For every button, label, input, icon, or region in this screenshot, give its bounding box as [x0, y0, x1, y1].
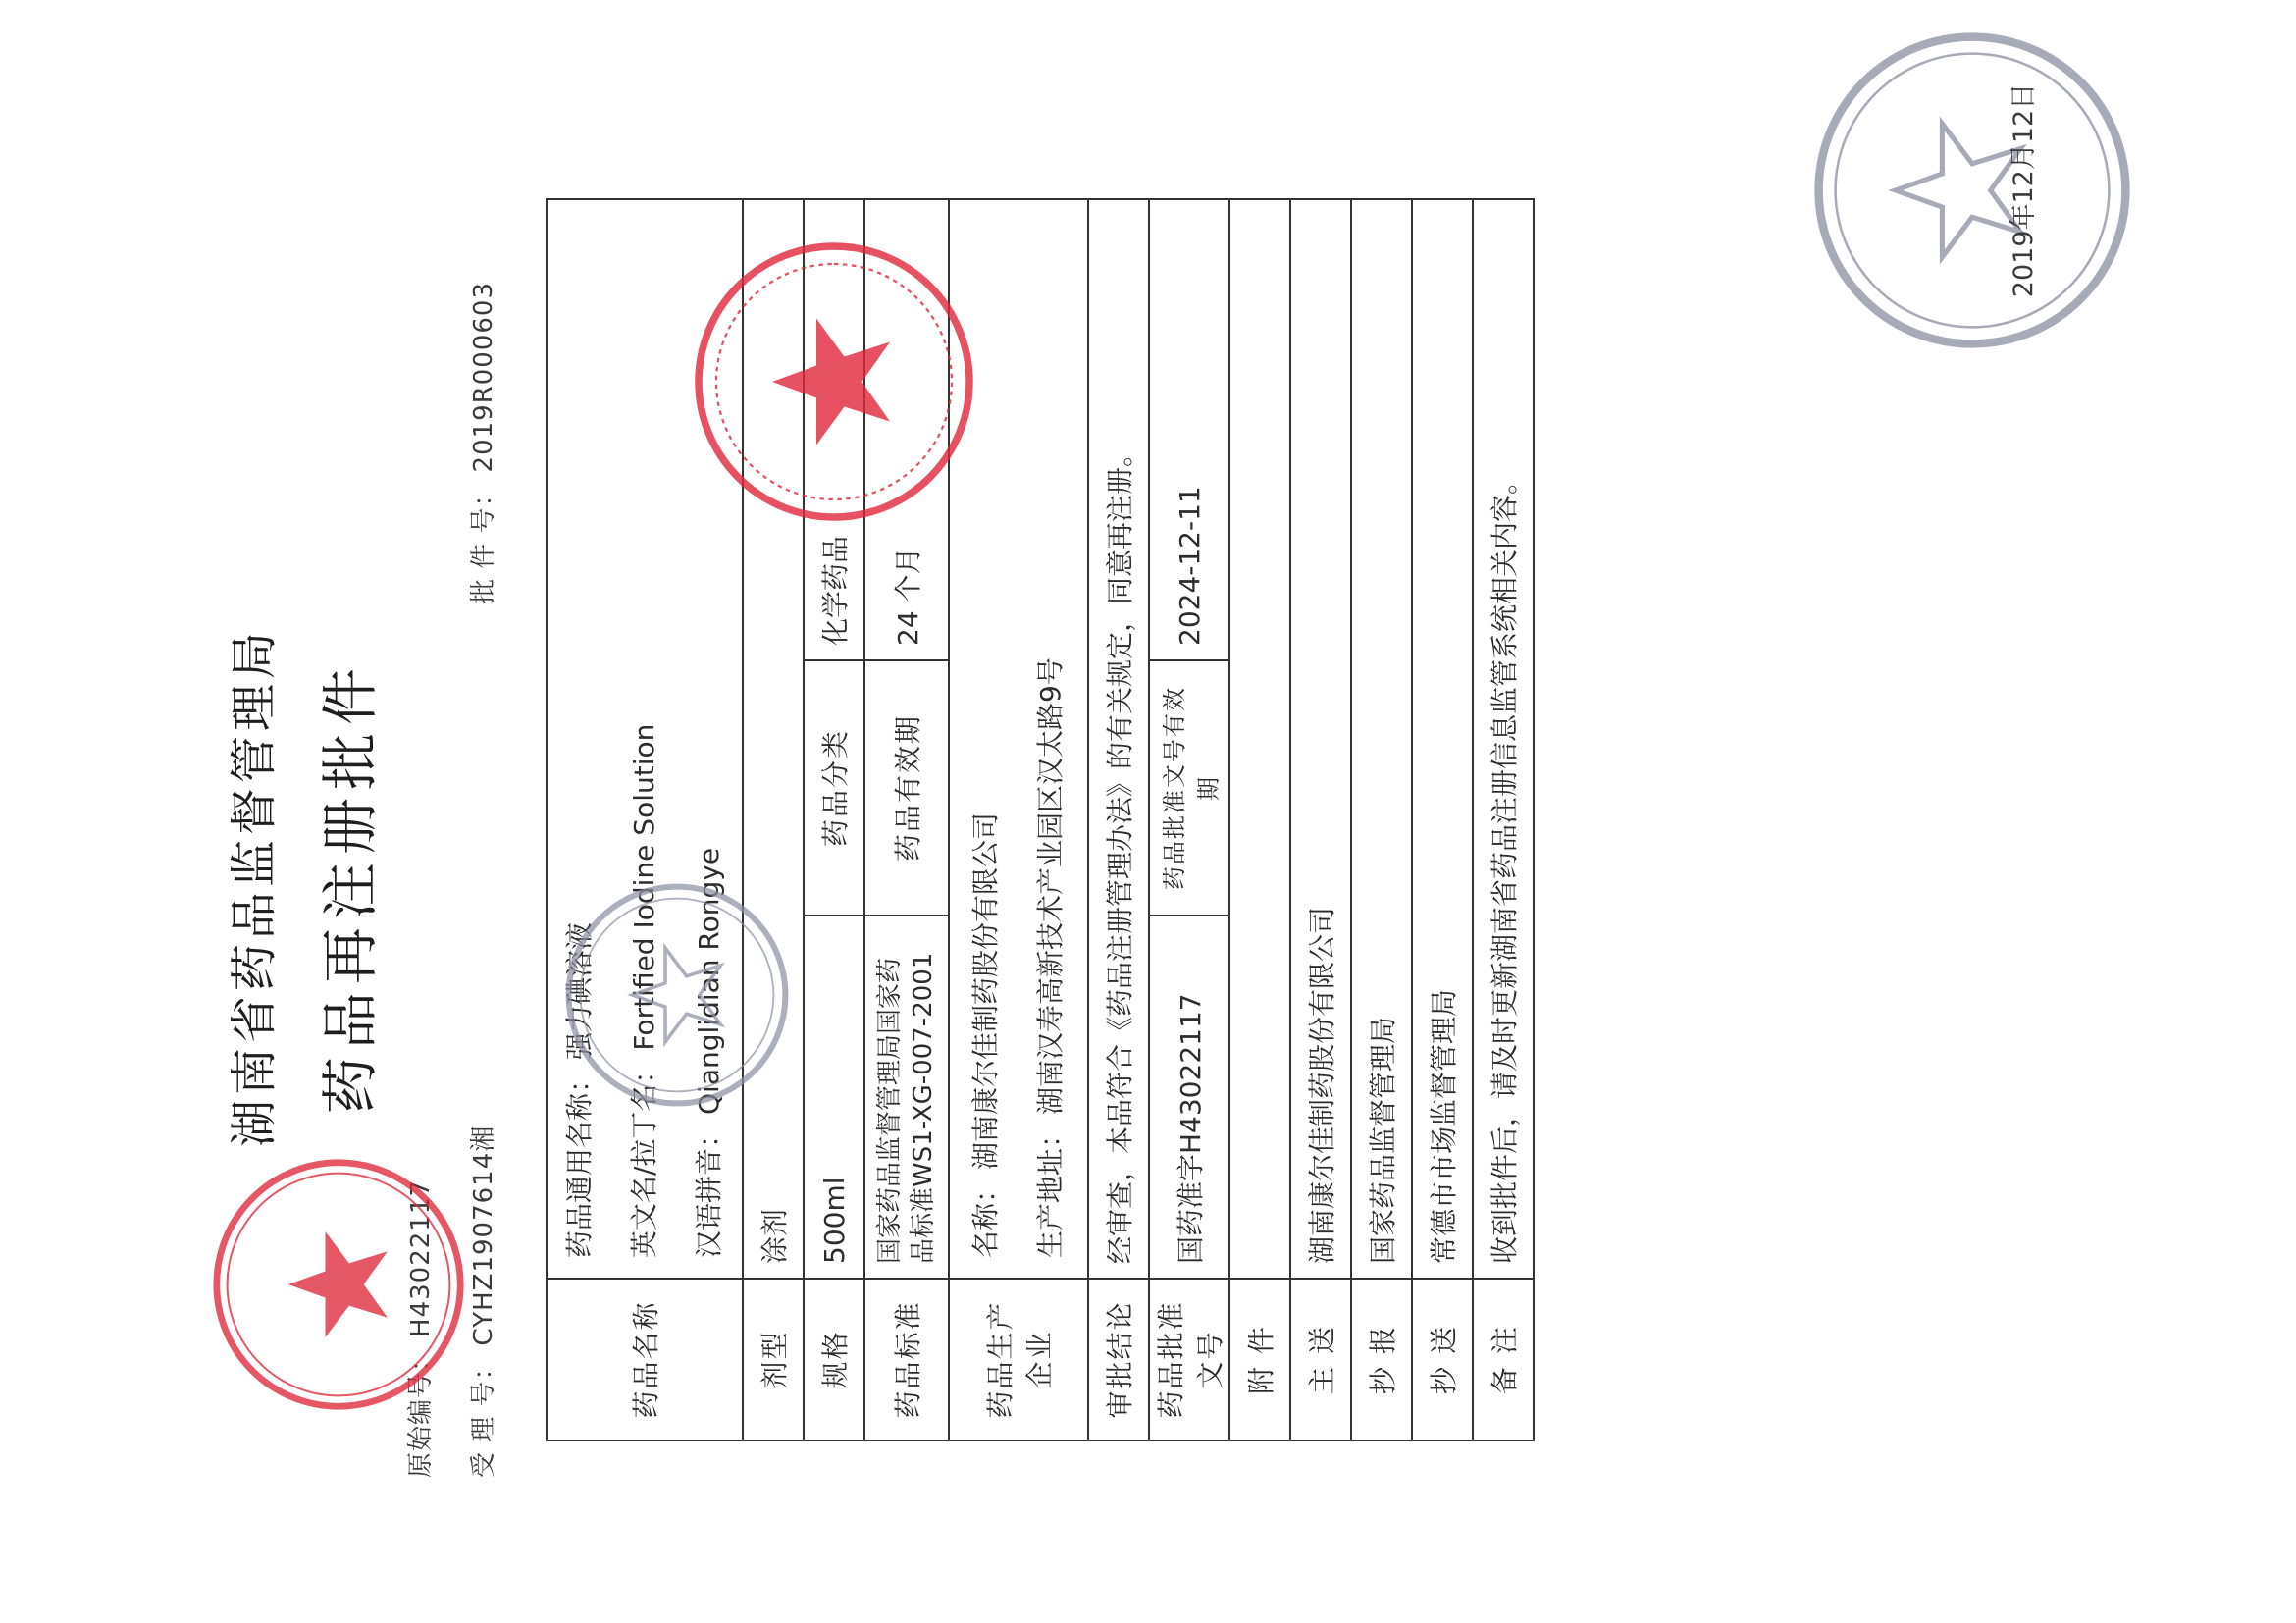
- row-conclusion: [1088, 199, 1149, 1440]
- remarks-value: 收到批件后，请及时更新湖南省药品注册信息监管系统相关内容。: [1473, 199, 1534, 1279]
- approval-number-value: 2019R000603: [469, 281, 498, 473]
- copy-to-value: 常德市市场监督管理局: [1412, 199, 1473, 1279]
- acceptance-number-label: 受 理 号：: [469, 1353, 498, 1478]
- conclusion-label: 审批结论: [1088, 1279, 1149, 1440]
- dosage-form-value: 涂剂: [743, 199, 804, 1279]
- manufacturer-address-label: 生产地址：: [1034, 1120, 1067, 1258]
- approval-number-row-value: 国药准字H43022117: [1149, 916, 1229, 1279]
- attachment-label: 附 件: [1229, 1279, 1290, 1440]
- registration-seal-icon: [559, 877, 795, 1113]
- standard-value-line2: 品标准WS1-XG-007-2001: [909, 952, 938, 1264]
- validity-value: 24 个月: [864, 199, 949, 660]
- approval-number-row-label: 药品批准文号: [1149, 1279, 1229, 1440]
- send-to-value: 湖南康尔佳制药股份有限公司: [1290, 199, 1351, 1279]
- category-value: 化学药品: [804, 199, 864, 660]
- english-name-label: 英文名/拉丁名：: [628, 1056, 660, 1258]
- remarks-label: 备 注: [1473, 1279, 1534, 1440]
- row-send-to: [1290, 199, 1351, 1440]
- document-title: 药品再注册批件: [317, 660, 384, 1115]
- acceptance-number-value: CYHZ1907614湘: [469, 1125, 498, 1346]
- conclusion-value: 经审查，本品符合《药品注册管理办法》的有关规定，同意再注册。: [1088, 199, 1149, 1279]
- pinyin-label: 汉语拼音：: [693, 1120, 725, 1258]
- attachment-value: [1229, 199, 1290, 1279]
- dosage-form-label: 剂型: [743, 1279, 804, 1440]
- row-attachment: [1229, 199, 1290, 1440]
- pinyin-value: Qianglidian Rongye: [693, 847, 725, 1115]
- manufacturer-name-value: 湖南康尔佳制药股份有限公司: [969, 812, 1002, 1170]
- send-to-label: 主 送: [1290, 1279, 1351, 1440]
- row-copy-to: [1412, 199, 1473, 1440]
- english-name-value: Fortified Iodine Solution: [628, 723, 660, 1051]
- manufacturer-address-value: 湖南汉寿高新技术产业园区汉太路9号: [1034, 657, 1067, 1115]
- standard-value: [864, 916, 949, 1279]
- copy-to-label: 抄 送: [1412, 1279, 1473, 1440]
- generic-name-value: 强力碘溶液: [563, 921, 596, 1060]
- spec-value: 500ml: [804, 916, 864, 1279]
- category-label: 药品分类: [804, 660, 864, 916]
- report-to-value: 国家药品监督管理局: [1351, 199, 1412, 1279]
- original-number-label: 原始编号：: [406, 1344, 436, 1478]
- issuer-title: 湖南省药品监督管理局: [227, 627, 282, 1148]
- report-to-label: 抄 报: [1351, 1279, 1412, 1440]
- approval-document-number: [463, 282, 499, 612]
- issue-date: 2019年12月12日: [2009, 82, 2039, 298]
- approval-validity-label: 药品批准文号有效期: [1149, 660, 1229, 916]
- row-report-to: [1351, 199, 1412, 1440]
- approval-number-label: 批 件 号：: [469, 480, 498, 604]
- approval-validity-value: 2024-12-11: [1149, 199, 1229, 660]
- provincial-seal-icon: [206, 1152, 471, 1417]
- standard-value-line1: 国家药品监督管理局国家药: [875, 957, 905, 1264]
- row-remarks: [1473, 199, 1534, 1440]
- row-approval-number: [1149, 199, 1229, 1440]
- spec-label: 规格: [804, 1279, 864, 1440]
- issuing-seal-icon: [1805, 24, 2139, 357]
- manufacturer-name-label: 名称：: [969, 1175, 1002, 1258]
- validity-label: 药品有效期: [864, 660, 949, 916]
- manufacturer-label: 药品生产企业: [949, 1279, 1088, 1440]
- original-number-value: H43022117: [406, 1179, 436, 1337]
- drug-name-label: 药品名称: [547, 1279, 743, 1440]
- company-seal-icon: [687, 235, 981, 529]
- generic-name-label: 药品通用名称：: [563, 1065, 596, 1258]
- standard-label: 药品标准: [864, 1279, 949, 1440]
